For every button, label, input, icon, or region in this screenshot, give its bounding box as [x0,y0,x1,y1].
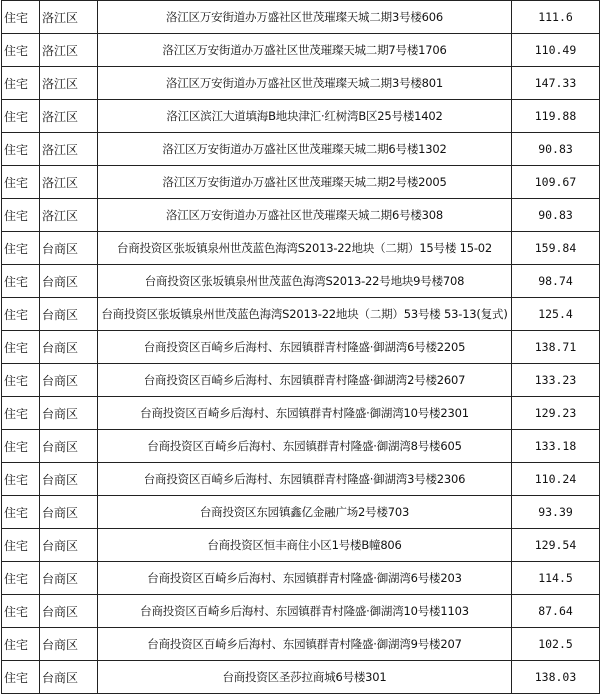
type-cell: 住宅 [2,397,40,430]
area-cell: 138.71 [512,331,600,364]
address-cell: 台商投资区恒丰商住小区1号楼B幢806 [98,529,512,562]
area-cell: 109.67 [512,166,600,199]
address-cell: 洛江区万安街道办万盛社区世茂璀璨天城二期3号楼606 [98,1,512,34]
area-cell: 125.4 [512,298,600,331]
address-cell: 洛江区万安街道办万盛社区世茂璀璨天城二期7号楼1706 [98,34,512,67]
table-row [2,595,600,628]
type-cell: 住宅 [2,562,40,595]
district-cell: 台商区 [40,496,98,529]
district-cell: 台商区 [40,331,98,364]
table-row [2,463,600,496]
district-cell: 台商区 [40,397,98,430]
district-cell: 洛江区 [40,199,98,232]
address-cell: 台商投资区百崎乡后海村、东园镇群青村隆盛·御湖湾2号楼2607 [98,364,512,397]
district-cell: 台商区 [40,298,98,331]
area-cell: 119.88 [512,100,600,133]
area-cell: 111.6 [512,1,600,34]
address-cell: 洛江区万安街道办万盛社区世茂璀璨天城二期2号楼2005 [98,166,512,199]
address-cell: 台商投资区张坂镇泉州世茂蓝色海湾S2013-22地块（二期）53号楼 53-13(复式) [98,298,512,331]
area-cell: 133.18 [512,430,600,463]
address-cell: 台商投资区百崎乡后海村、东园镇群青村隆盛·御湖湾10号楼1103 [98,595,512,628]
address-cell: 台商投资区百崎乡后海村、东园镇群青村隆盛·御湖湾6号楼2205 [98,331,512,364]
address-cell: 台商投资区百崎乡后海村、东园镇群青村隆盛·御湖湾6号楼203 [98,562,512,595]
type-cell: 住宅 [2,1,40,34]
table-row [2,496,600,529]
district-cell: 台商区 [40,562,98,595]
address-cell: 台商投资区百崎乡后海村、东园镇群青村隆盛·御湖湾9号楼207 [98,628,512,661]
type-cell: 住宅 [2,529,40,562]
type-cell: 住宅 [2,496,40,529]
type-cell: 住宅 [2,661,40,694]
type-cell: 住宅 [2,100,40,133]
district-cell: 台商区 [40,628,98,661]
type-cell: 住宅 [2,265,40,298]
area-cell: 110.49 [512,34,600,67]
district-cell: 台商区 [40,364,98,397]
address-cell: 台商投资区张坂镇泉州世茂蓝色海湾S2013-22号地块9号楼708 [98,265,512,298]
table-row [2,430,600,463]
type-cell: 住宅 [2,298,40,331]
address-cell: 洛江区滨江大道填海B地块津汇·红树湾B区25号楼1402 [98,100,512,133]
district-cell: 台商区 [40,661,98,694]
table-row [2,562,600,595]
area-cell: 159.84 [512,232,600,265]
district-cell: 洛江区 [40,67,98,100]
district-cell: 台商区 [40,232,98,265]
area-cell: 102.5 [512,628,600,661]
property-table [1,0,600,694]
area-cell: 87.64 [512,595,600,628]
area-cell: 98.74 [512,265,600,298]
district-cell: 洛江区 [40,166,98,199]
address-cell: 台商投资区百崎乡后海村、东园镇群青村隆盛·御湖湾10号楼2301 [98,397,512,430]
table-row [2,133,600,166]
district-cell: 台商区 [40,529,98,562]
address-cell: 台商投资区圣莎拉商城6号楼301 [98,661,512,694]
area-cell: 147.33 [512,67,600,100]
area-cell: 90.83 [512,199,600,232]
district-cell: 洛江区 [40,100,98,133]
table-row [2,265,600,298]
area-cell: 114.5 [512,562,600,595]
area-cell: 129.54 [512,529,600,562]
district-cell: 台商区 [40,265,98,298]
address-cell: 洛江区万安街道办万盛社区世茂璀璨天城二期6号楼1302 [98,133,512,166]
type-cell: 住宅 [2,133,40,166]
district-cell: 洛江区 [40,34,98,67]
district-cell: 台商区 [40,595,98,628]
table-row [2,628,600,661]
address-cell: 台商投资区张坂镇泉州世茂蓝色海湾S2013-22地块（二期）15号楼 15-02 [98,232,512,265]
type-cell: 住宅 [2,67,40,100]
area-cell: 90.83 [512,133,600,166]
address-cell: 台商投资区百崎乡后海村、东园镇群青村隆盛·御湖湾3号楼2306 [98,463,512,496]
type-cell: 住宅 [2,34,40,67]
address-cell: 洛江区万安街道办万盛社区世茂璀璨天城二期6号楼308 [98,199,512,232]
table-row [2,232,600,265]
area-cell: 138.03 [512,661,600,694]
table-row [2,100,600,133]
table-row [2,331,600,364]
district-cell: 洛江区 [40,1,98,34]
table-row [2,34,600,67]
area-cell: 133.23 [512,364,600,397]
type-cell: 住宅 [2,463,40,496]
address-cell: 台商投资区百崎乡后海村、东园镇群青村隆盛·御湖湾8号楼605 [98,430,512,463]
district-cell: 台商区 [40,463,98,496]
type-cell: 住宅 [2,430,40,463]
type-cell: 住宅 [2,628,40,661]
table-row [2,67,600,100]
table-row [2,1,600,34]
type-cell: 住宅 [2,232,40,265]
table-row [2,298,600,331]
district-cell: 洛江区 [40,133,98,166]
table-row [2,166,600,199]
district-cell: 台商区 [40,430,98,463]
area-cell: 110.24 [512,463,600,496]
area-cell: 129.23 [512,397,600,430]
type-cell: 住宅 [2,199,40,232]
table-row [2,364,600,397]
table-row [2,397,600,430]
table-row [2,529,600,562]
table-body [2,1,600,694]
type-cell: 住宅 [2,595,40,628]
type-cell: 住宅 [2,364,40,397]
area-cell: 93.39 [512,496,600,529]
address-cell: 洛江区万安街道办万盛社区世茂璀璨天城二期3号楼801 [98,67,512,100]
table-row [2,661,600,694]
type-cell: 住宅 [2,166,40,199]
type-cell: 住宅 [2,331,40,364]
table-row [2,199,600,232]
address-cell: 台商投资区东园镇鑫亿金融广场2号楼703 [98,496,512,529]
